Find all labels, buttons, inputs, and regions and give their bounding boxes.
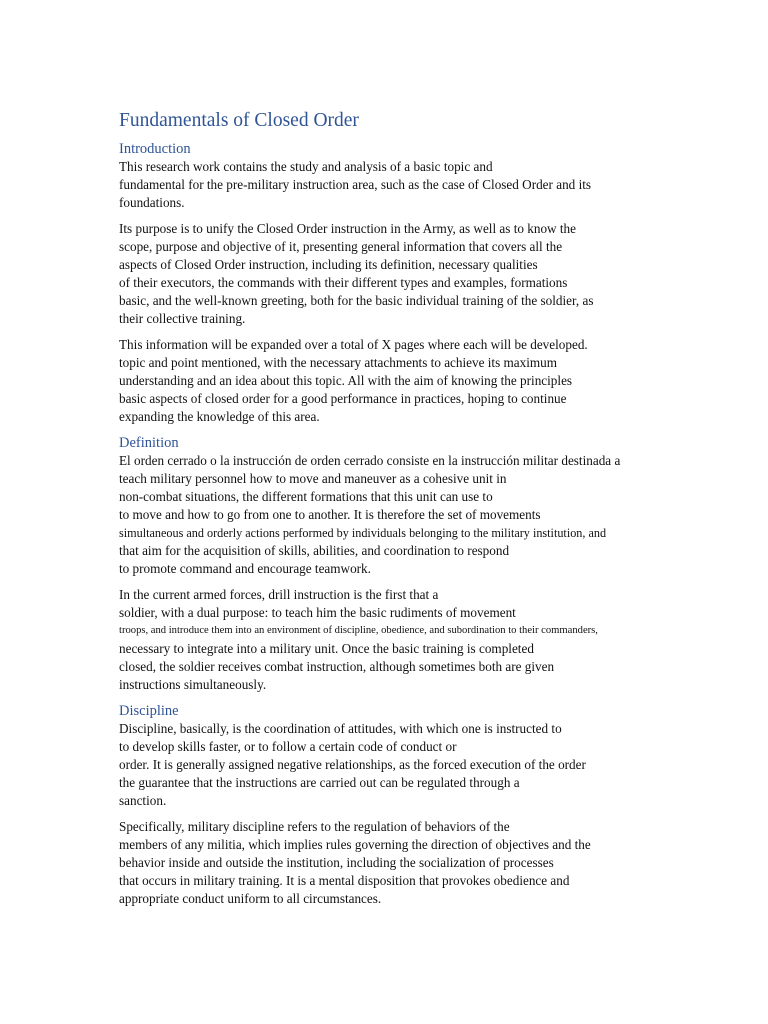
text-line: sanction. [119, 793, 167, 808]
text-line: closed, the soldier receives combat instruction, although sometimes both are given [119, 659, 555, 674]
text-line: Specifically, military discipline refers to the regulation of behaviors of the [119, 819, 510, 834]
text-line: simultaneous and orderly actions performed by individuals belonging to the military institution, and [119, 526, 607, 540]
section-heading-definition: Definition [119, 435, 179, 451]
text-line: instructions simultaneously. [119, 677, 267, 692]
text-line: aspects of Closed Order instruction, including its definition, necessary qualities [119, 257, 538, 272]
text-line: scope, purpose and objective of it, presenting general information that covers all the [119, 239, 563, 254]
text-line: In the current armed forces, drill instruction is the first that a [119, 587, 439, 602]
text-line: to promote command and encourage teamwork. [119, 561, 371, 576]
paragraph [119, 158, 679, 212]
text-line: non-combat situations, the different formations that this unit can use to [119, 489, 493, 504]
text-line: members of any militia, which implies rules governing the direction of objectives and the [119, 837, 591, 852]
text-line: to move and how to go from one to another. It is therefore the set of movements [119, 507, 541, 522]
text-line: topic and point mentioned, with the necessary attachments to achieve its maximum [119, 355, 558, 370]
text-line: expanding the knowledge of this area. [119, 409, 320, 424]
text-line: teach military personnel how to move and maneuver as a cohesive unit in [119, 471, 507, 486]
text-line: Discipline, basically, is the coordination of attitudes, with which one is instructed to [119, 721, 562, 736]
paragraph [119, 336, 679, 426]
text-line: necessary to integrate into a military unit. Once the basic training is completed [119, 641, 534, 656]
text-line: that aim for the acquisition of skills, abilities, and coordination to respond [119, 543, 510, 558]
paragraph [119, 452, 679, 578]
document-page [119, 108, 679, 916]
paragraph [119, 720, 679, 810]
text-line: basic aspects of closed order for a good performance in practices, hoping to continue [119, 391, 567, 406]
text-line: of their executors, the commands with their different types and examples, formations [119, 275, 568, 290]
text-line: foundations. [119, 195, 185, 210]
text-line: This research work contains the study and analysis of a basic topic and [119, 159, 493, 174]
text-line: behavior inside and outside the institution, including the socialization of processes [119, 855, 554, 870]
paragraph [119, 586, 679, 694]
document-title: Fundamentals of Closed Order [119, 110, 359, 131]
text-line: basic, and the well-known greeting, both for the basic individual training of the soldier, as [119, 293, 594, 308]
paragraph [119, 220, 679, 328]
text-line: appropriate conduct uniform to all circumstances. [119, 891, 382, 906]
paragraph [119, 818, 679, 908]
text-line: order. It is generally assigned negative relationships, as the forced execution of the order [119, 757, 586, 772]
text-line: to develop skills faster, or to follow a certain code of conduct or [119, 739, 457, 754]
section-heading-discipline: Discipline [119, 703, 179, 719]
text-line: Its purpose is to unify the Closed Order instruction in the Army, as well as to know the [119, 221, 576, 236]
section-heading-introduction: Introduction [119, 141, 191, 157]
text-line: understanding and an idea about this topic. All with the aim of knowing the principles [119, 373, 573, 388]
text-line: troops, and introduce them into an environment of discipline, obedience, and subordination to their commanders, [119, 625, 598, 636]
text-line: fundamental for the pre-military instruction area, such as the case of Closed Order and its [119, 177, 592, 192]
text-line: their collective training. [119, 311, 246, 326]
text-line: This information will be expanded over a total of X pages where each will be developed. [119, 337, 588, 352]
text-line: the guarantee that the instructions are carried out can be regulated through a [119, 775, 520, 790]
text-line: soldier, with a dual purpose: to teach him the basic rudiments of movement [119, 605, 516, 620]
text-line: El orden cerrado o la instrucción de orden cerrado consiste en la instrucción militar destinada a [119, 453, 621, 468]
text-line: that occurs in military training. It is a mental disposition that provokes obedience and [119, 873, 570, 888]
